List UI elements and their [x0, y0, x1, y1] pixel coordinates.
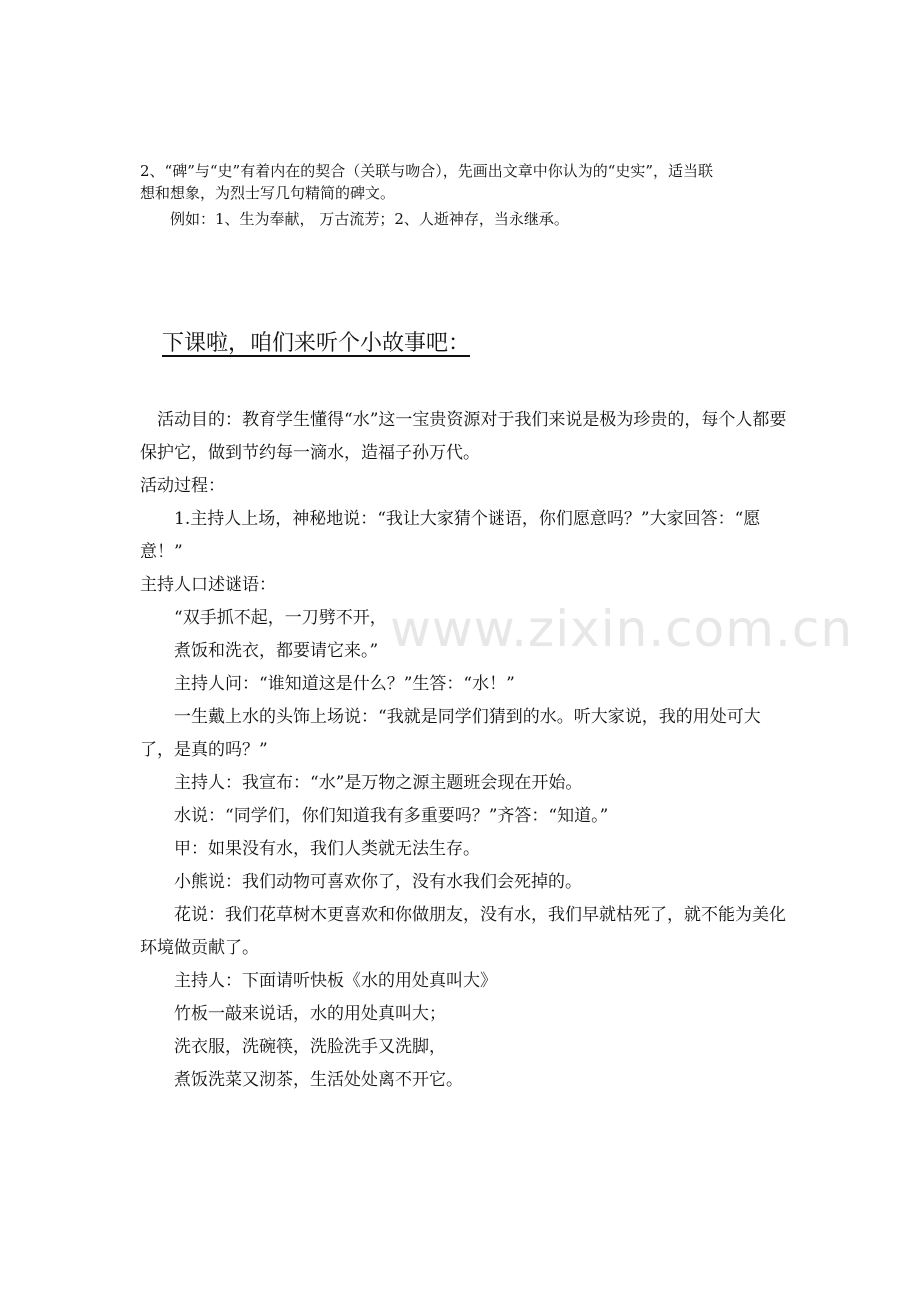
bear-line: 小熊说：我们动物可喜欢你了，没有水我们会死掉的。	[174, 872, 582, 892]
kuaiban-line-1: 竹板一敲来说话，水的用处真叫大；	[174, 1004, 446, 1024]
question-line-1: 2、“碑”与“史”有着内在的契合（关联与吻合），先画出文章中你认为的“史实”，适当联	[140, 162, 714, 180]
kuaiban-line-2: 洗衣服，洗碗筷，洗脸洗手又洗脚，	[174, 1037, 446, 1057]
flower-line: 花说：我们花草树木更喜欢和你做朋友，没有水，我们早就枯死了，就不能为美化环境做贡献了。	[140, 905, 786, 958]
host-announces: 主持人：我宣布：“水”是万物之源主题班会现在开始。	[174, 773, 583, 793]
host-kuaiban-intro: 主持人：下面请听快板《水的用处真叫大》	[174, 971, 497, 991]
host-enters: 1.主持人上场，神秘地说：“我让大家猜个谜语，你们愿意吗？”大家回答：“愿意！”	[140, 509, 761, 562]
watermark: www.zixin.com.cn	[390, 600, 854, 658]
riddle-line-1: “双手抓不起，一刀劈不开，	[174, 608, 387, 628]
riddle-line-2: 煮饭和洗衣，都要请它来。”	[174, 641, 379, 661]
riddle-intro: 主持人口述谜语：	[140, 575, 276, 595]
kuaiban-line-3: 煮饭洗菜又沏茶，生活处处离不开它。	[174, 1070, 463, 1090]
water-says: 水说：“同学们，你们知道我有多重要吗？”齐答：“知道。”	[174, 806, 609, 826]
question-line-2: 想和想象，为烈士写几句精简的碑文。	[140, 184, 396, 202]
activity-purpose: 活动目的：教育学生懂得“水”这一宝贵资源对于我们来说是极为珍贵的，每个人都要保护它，做到节约每一滴水，造福子孙万代。	[140, 410, 787, 463]
water-character-line: 一生戴上水的头饰上场说：“我就是同学们猜到的水。听大家说，我的用处可大了，是真的吗？”	[140, 707, 761, 760]
section-heading: 下课啦，咱们来听个小故事吧：	[162, 331, 471, 356]
activity-process-label: 活动过程：	[140, 476, 225, 496]
student-a-line: 甲：如果没有水，我们人类就无法生存。	[174, 839, 480, 859]
story-body	[140, 404, 790, 1097]
example-line: 例如：1、生为奉献， 万古流芳；2、人逝神存，当永继承。	[170, 210, 569, 228]
host-asks: 主持人问：“谁知道这是什么？”生答：“水！”	[174, 674, 515, 694]
question-section	[140, 160, 790, 230]
